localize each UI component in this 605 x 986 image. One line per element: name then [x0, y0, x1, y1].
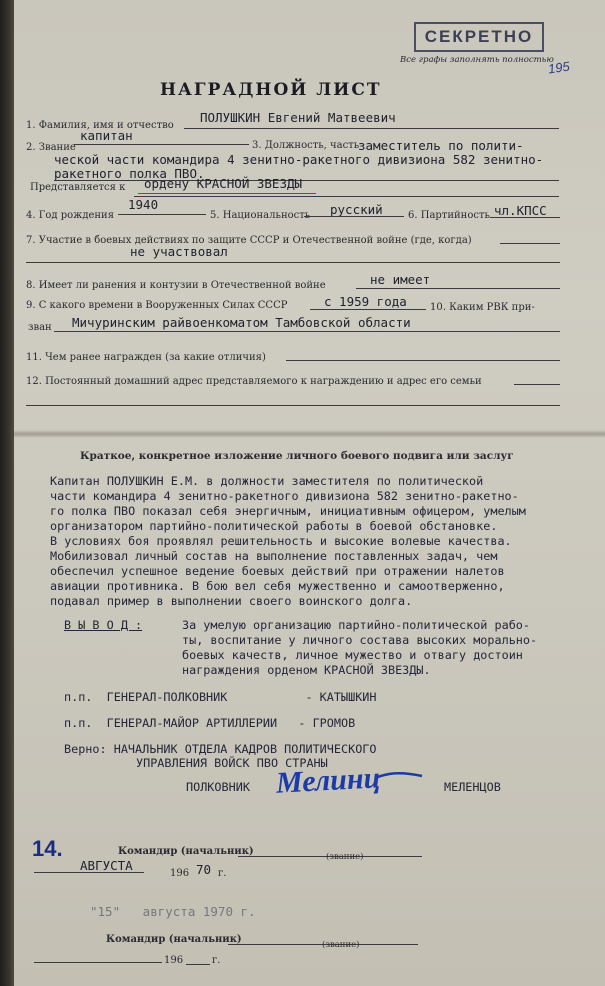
field-3-value-c: ракетного полка ПВО. — [54, 166, 205, 181]
signature-line-2: п.п. ГЕНЕРАЛ-МАЙОР АРТИЛЛЕРИИ - ГРОМОВ — [64, 716, 356, 730]
nominated-for-label: Представляется к — [30, 182, 126, 193]
field-1-value: ПОЛУШКИН Евгений Матвеевич — [200, 110, 396, 125]
rank-caption-2: (звание) — [322, 940, 360, 950]
wounds-value: не имеет — [370, 272, 431, 287]
signer-name: МЕЛЕНЦОВ — [444, 780, 501, 794]
summary-line: обеспечил успешное ведение боевых действий при отражении налетов — [50, 564, 505, 578]
year-suffix-1: г. — [218, 868, 227, 879]
date-month: АВГУСТА — [80, 858, 133, 873]
summary-line: В условиях боя проявлял решительность и высокие волевые качества. — [50, 534, 512, 548]
field-5-label: 5. Национальность — [210, 210, 311, 221]
party-value: чл.КПСС — [494, 203, 547, 218]
field-3-value-b: ческой части командира 4 зенитно-ракетного дивизиона 582 зенитно- — [54, 152, 544, 167]
award-sheet — [14, 0, 605, 986]
fill-all-notice: Все графы заполнять полностью — [400, 55, 554, 65]
field-12-label: 12. Постоянный домашний адрес представляемого к награждению и адрес его семьи — [26, 376, 482, 387]
birth-year-value: 1940 — [128, 197, 159, 212]
faint-date: "15" августа 1970 г. — [90, 904, 256, 919]
summary-body — [50, 474, 526, 609]
summary-line: организатором партийно-политической работы в боевой обстановке. — [50, 519, 498, 533]
service-since-value: с 1959 года — [324, 294, 407, 309]
field-10-label-b: зван — [28, 322, 52, 333]
commander-label-2: Командир (начальник) — [106, 934, 242, 945]
conclusion-line: боевых качеств, личное мужество и отвагу достоин — [182, 648, 523, 662]
field-7-label: 7. Участие в боевых действиях по защите СССР и Отечественной войне (где, когда) — [26, 235, 472, 246]
verified-line-a: Верно: НАЧАЛЬНИК ОТДЕЛА КАДРОВ ПОЛИТИЧЕСКОГО — [64, 742, 377, 756]
rank-colonel: ПОЛКОВНИК — [186, 780, 250, 794]
summary-line: Капитан ПОЛУШКИН Е.М. в должности заместителя по политической — [50, 474, 484, 488]
nationality-value: русский — [330, 202, 383, 217]
summary-line: части командира 4 зенитно-ракетного дивизиона 582 зенитно-ракетно- — [50, 489, 519, 503]
field-2-label: 2. Звание — [26, 142, 76, 153]
document-title: НАГРАДНОЙ ЛИСТ — [160, 80, 382, 100]
signature-line-1: п.п. ГЕНЕРАЛ-ПОЛКОВНИК - КАТЫШКИН — [64, 690, 377, 704]
conclusion-line: ты, воспитание у личного состава высоких морально- — [182, 633, 538, 647]
field-10-label: 10. Каким РВК при- — [430, 302, 535, 313]
conclusion-body — [182, 618, 537, 678]
year-prefix-2: 196 — [164, 955, 184, 966]
field-4-label: 4. Год рождения — [26, 210, 115, 221]
field-6-label: 6. Партийность — [408, 210, 490, 221]
draft-office-value: Мичуринским райвоенкоматом Тамбовской области — [72, 315, 411, 330]
verified-line-b: УПРАВЛЕНИЯ ВОЙСК ПВО СТРАНЫ — [136, 756, 328, 770]
year-suffix-2: г. — [212, 955, 221, 966]
field-3-label: 3. Должность, часть — [252, 140, 360, 151]
summary-line: Мобилизовал личный состав на выполнение поставленных задач, чем — [50, 549, 498, 563]
field-8-label: 8. Имеет ли ранения и контузии в Отечественной войне — [26, 280, 326, 291]
year-prefix-1: 196 — [170, 868, 190, 879]
paper-fold — [14, 430, 605, 438]
field-11-label: 11. Чем ранее награжден (за какие отличия) — [26, 352, 266, 363]
summary-line: подавал пример в выполнении своего воинского долга. — [50, 594, 413, 608]
summary-heading: Краткое, конкретное изложение личного боевого подвига или заслуг — [80, 450, 514, 462]
field-2-value: капитан — [80, 128, 133, 143]
corner-handwritten-number: 195 — [547, 58, 571, 77]
field-1-label: 1. Фамилия, имя и отчество — [26, 120, 174, 131]
conclusion-line: За умелую организацию партийно-политической рабо- — [182, 618, 531, 632]
signature-flourish — [374, 770, 424, 782]
secret-stamp: СЕКРЕТНО — [414, 22, 544, 52]
handwritten-day-14: 14. — [32, 836, 63, 861]
summary-line: го полка ПВО показал себя энергичным, инициативным офицером, умелым — [50, 504, 526, 518]
nominated-for-value: ордену КРАСНОЙ ЗВЕЗДЫ — [144, 176, 303, 191]
combat-participation-value: не участвовал — [130, 244, 228, 259]
conclusion-line: награждения орденом КРАСНОЙ ЗВЕЗДЫ. — [182, 663, 431, 677]
commander-label-1: Командир (начальник) — [118, 846, 254, 857]
field-3-value-a: заместитель по полити- — [358, 138, 524, 153]
field-9-label: 9. С какого времени в Вооруженных Силах СССР — [26, 300, 288, 311]
conclusion-label: В Ы В О Д : — [64, 618, 143, 632]
rank-caption-1: (звание) — [326, 852, 364, 862]
year-typed: 70 — [196, 862, 212, 877]
handwritten-signature: Мелинц — [275, 761, 382, 800]
summary-line: авиации противника. В бою вел себя мужественно и самоотверженно, — [50, 579, 505, 593]
